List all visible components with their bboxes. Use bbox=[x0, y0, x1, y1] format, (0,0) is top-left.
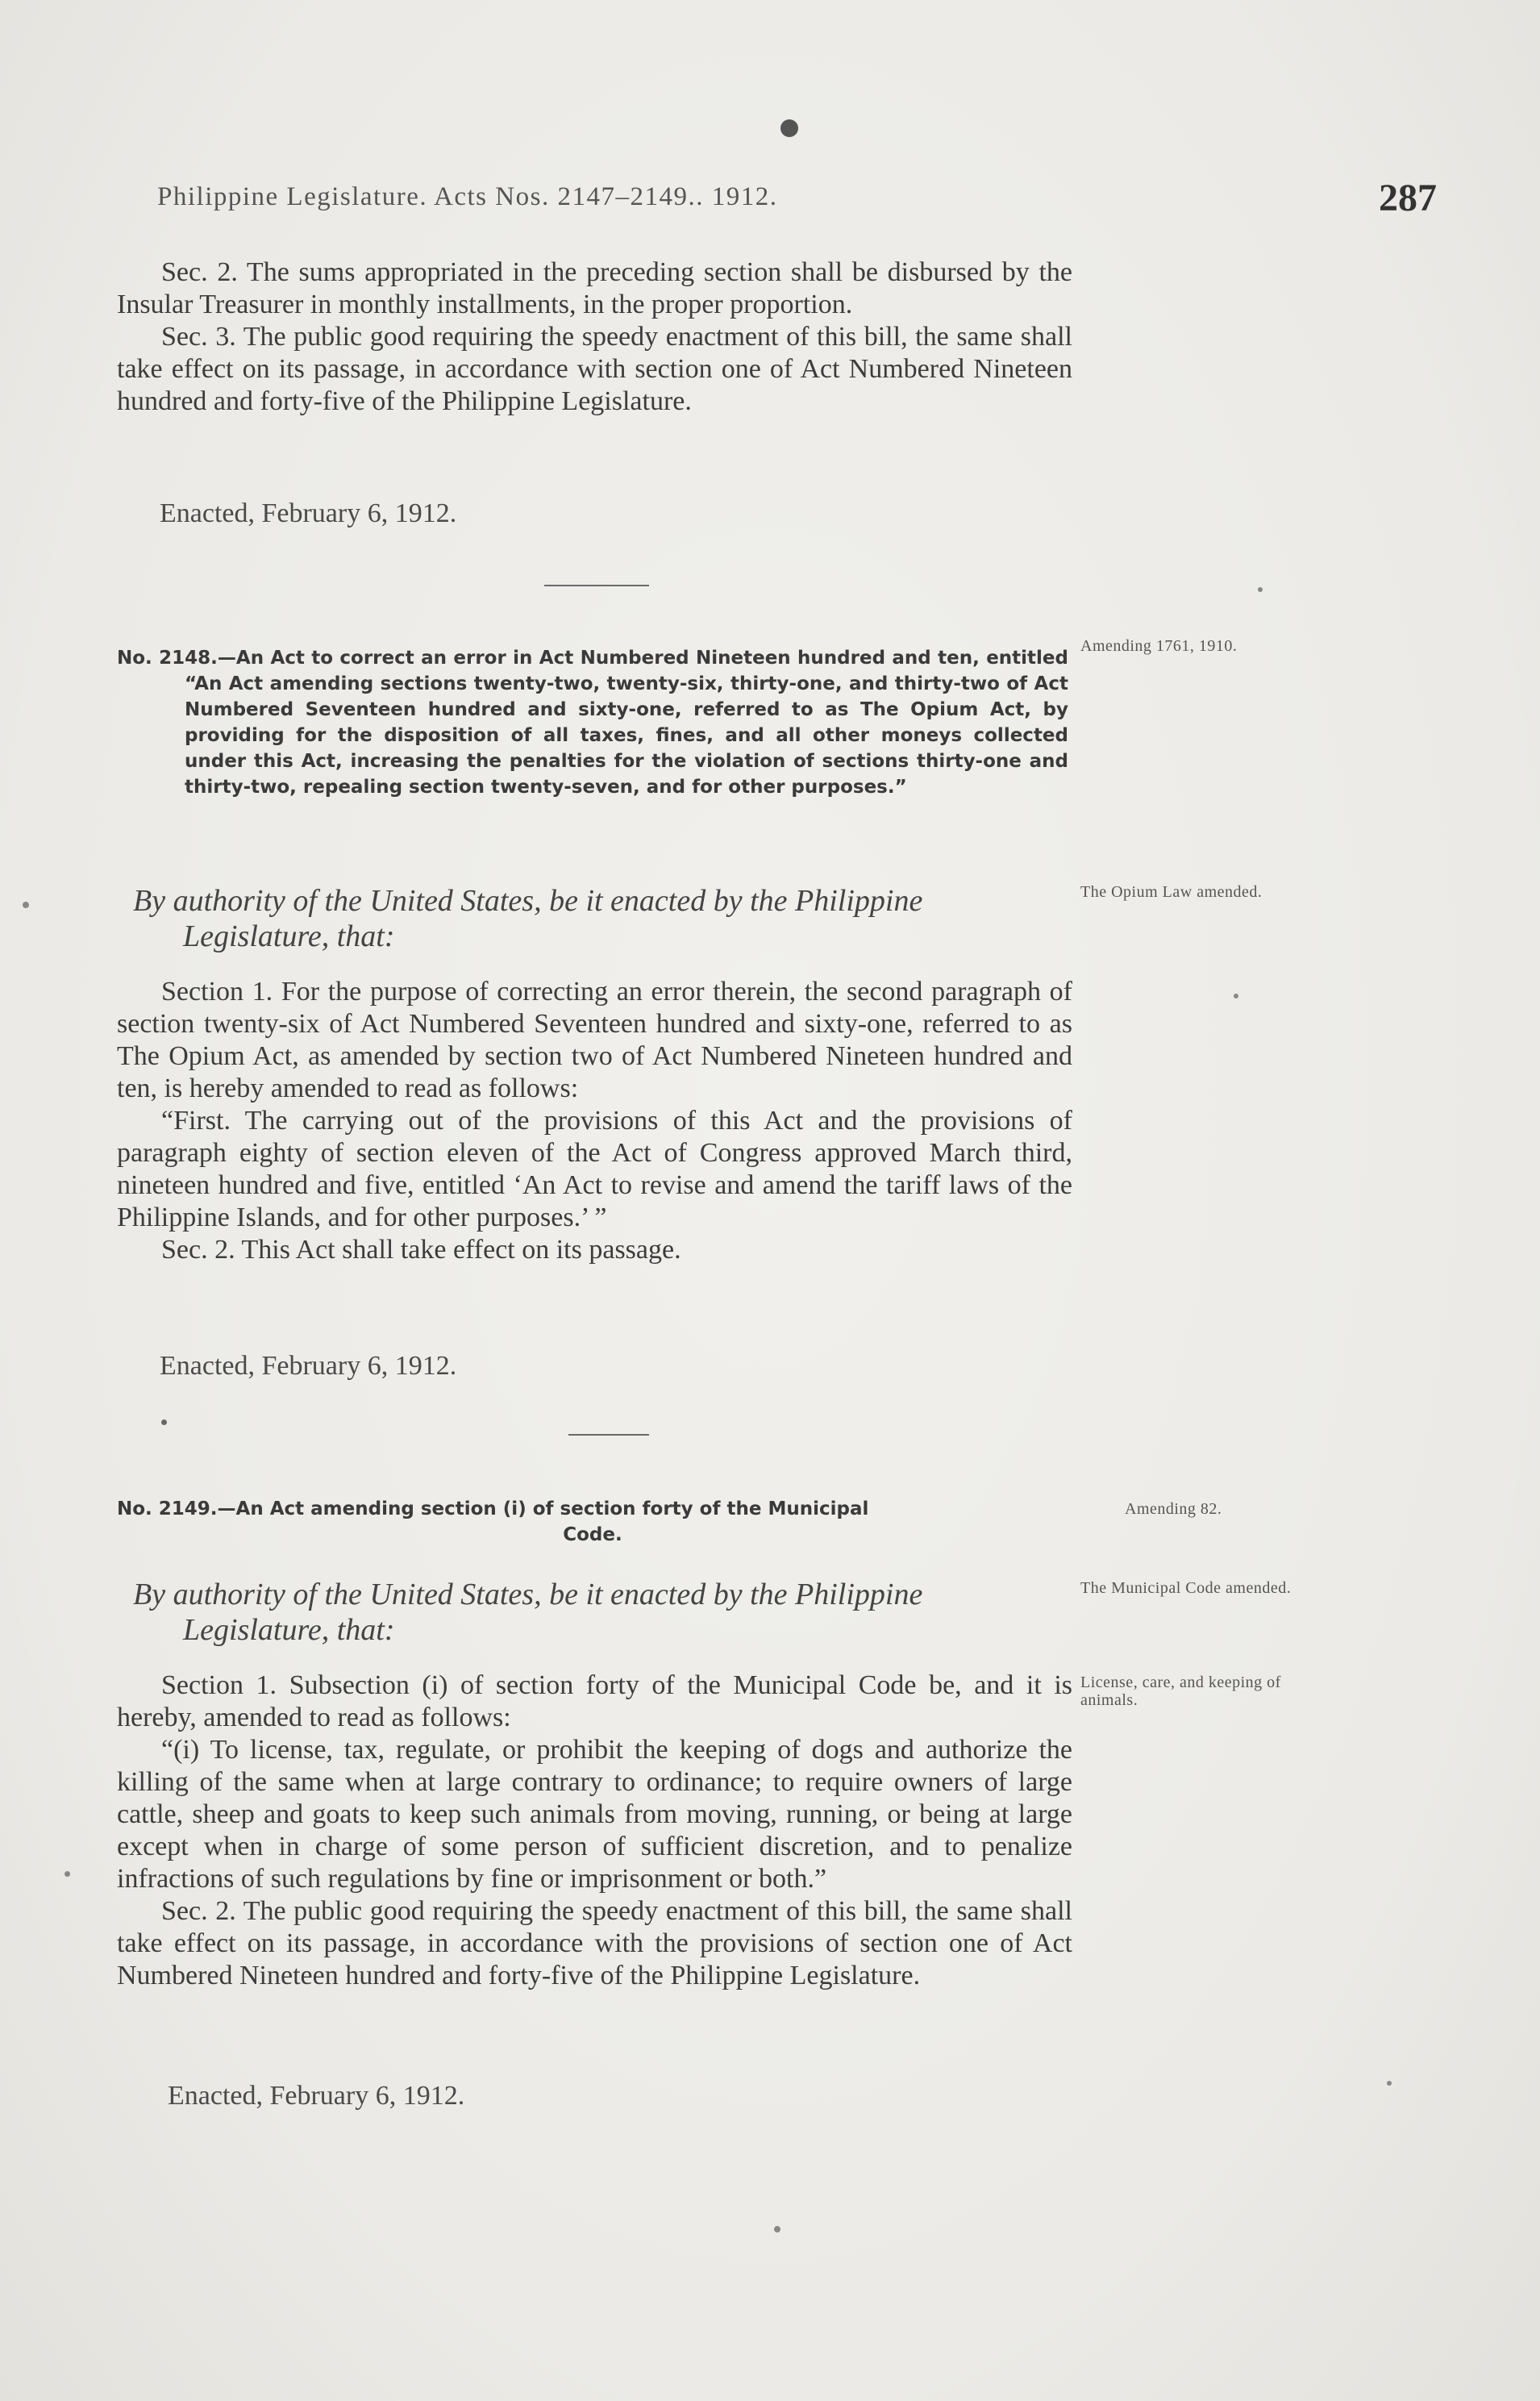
enacting-line-1: By authority of the United States, be it enacted by the Philippine bbox=[133, 1578, 923, 1611]
act-2148-title: No. 2148.—An Act to correct an error in Act Numbered Nineteen hundred and ten, entitled “An Act amending sections twenty-two, twenty-six, thirty-one, and thirty-two of Act Numbered Seventeen hundred and sixty-one, referred to as The Opium Act, by providing for the disposition of all taxes, fines, and all other moneys collected under this Act, increasing the penalties for the violation of sections thirty-one and thirty-two, repealing section twenty-seven, and for other purposes.” bbox=[117, 648, 1068, 798]
scan-speck bbox=[65, 1871, 70, 1877]
act-2149-title: No. 2149.—An Act amending section (i) of section forty of the Municipal bbox=[117, 1499, 869, 1519]
running-head: Philippine Legislature. Acts Nos. 2147–2149.. 1912. bbox=[157, 182, 778, 211]
act-2149-heading bbox=[117, 1496, 1068, 1548]
section-divider bbox=[544, 585, 649, 586]
act-2148-body bbox=[117, 976, 1072, 1266]
act-2149-enacting-clause bbox=[133, 1577, 1068, 1648]
act-2148-section-1: Section 1. For the purpose of correcting an error therein, the second paragraph of section twenty-six of Act Numbered Seventeen hundred and sixty-one, referred to as The Opium Act, as amended by section two of Act Numbered Nineteen hundred and ten, is hereby amended to read as follows: bbox=[117, 977, 1072, 1103]
act-2147-enacted: Enacted, February 6, 1912. bbox=[160, 498, 457, 528]
act-2147-sec3: Sec. 3. The public good requiring the speedy enactment of this bill, the same shall take effect on its passage, in accordance with section one of Act Numbered Nineteen hundred and forty-five of the Philippine Legislature. bbox=[117, 322, 1072, 416]
act-2147-sec2: Sec. 2. The sums appropriated in the preceding section shall be disbursed by the Insular Treasurer in monthly installments, in the proper proportion. bbox=[117, 257, 1072, 319]
enacting-line-1: By authority of the United States, be it enacted by the Philippine bbox=[133, 884, 923, 918]
act-2148-quote: “First. The carrying out of the provisions of this Act and the provisions of paragraph eighty of section eleven of the Act of Congress approved March third, nineteen hundred and five, entitled ‘An Act to revise and amend the tariff laws of the Philippine Islands, and for other purposes.’ ” bbox=[117, 1106, 1072, 1232]
margin-note-amending-82: Amending 82. bbox=[1125, 1500, 1222, 1518]
act-2148-enacted: Enacted, February 6, 1912. bbox=[160, 1351, 457, 1381]
act-2148-enacting-clause bbox=[133, 883, 1068, 954]
scan-speck bbox=[780, 119, 798, 137]
act-2149-sec2: Sec. 2. The public good requiring the speedy enactment of this bill, the same shall take effect on its passage, in accordance with the provisions of section one of Act Numbered Nineteen hundred and forty-five of the Philippine Legislature. bbox=[117, 1896, 1072, 1990]
act-2148-heading bbox=[117, 645, 1068, 800]
margin-note-opium-law: The Opium Law amended. bbox=[1080, 883, 1263, 901]
enacting-line-2: Legislature, that: bbox=[183, 1613, 395, 1647]
act-2149-section-1: Section 1. Subsection (i) of section forty of the Municipal Code be, and it is hereby, amended to read as follows: bbox=[117, 1670, 1072, 1732]
enacting-line-2: Legislature, that: bbox=[183, 919, 395, 953]
scan-speck bbox=[1258, 587, 1263, 592]
act-2149-title-2: Code. bbox=[563, 1524, 622, 1545]
margin-note-municipal-code: The Municipal Code amended. bbox=[1080, 1579, 1292, 1597]
act-2149-body bbox=[117, 1669, 1072, 1992]
margin-note-animals: License, care, and keeping of animals. bbox=[1080, 1674, 1281, 1709]
scan-speck bbox=[1387, 2081, 1392, 2086]
scan-speck bbox=[774, 2226, 780, 2232]
section-divider bbox=[568, 1434, 649, 1436]
scan-speck bbox=[1234, 994, 1238, 998]
scan-speck bbox=[23, 902, 29, 908]
act-2148-sec2: Sec. 2. This Act shall take effect on its passage. bbox=[161, 1235, 681, 1265]
act-2149-enacted: Enacted, February 6, 1912. bbox=[168, 2081, 465, 2111]
page-number: 287 bbox=[1379, 177, 1437, 219]
act-2147-tail bbox=[117, 256, 1072, 418]
margin-note-amending-1761: Amending 1761, 1910. bbox=[1080, 637, 1238, 655]
act-2149-quote: “(i) To license, tax, regulate, or prohibit the keeping of dogs and authorize the killing of the same when at large contrary to ordinance; to require owners of large cattle, sheep and goats to keep such animals from moving, running, or being at large except when in charge of some person of sufficient discretion, and to penalize infractions of such regulations by fine or imprisonment or both.” bbox=[117, 1735, 1072, 1894]
scan-speck bbox=[161, 1419, 167, 1425]
